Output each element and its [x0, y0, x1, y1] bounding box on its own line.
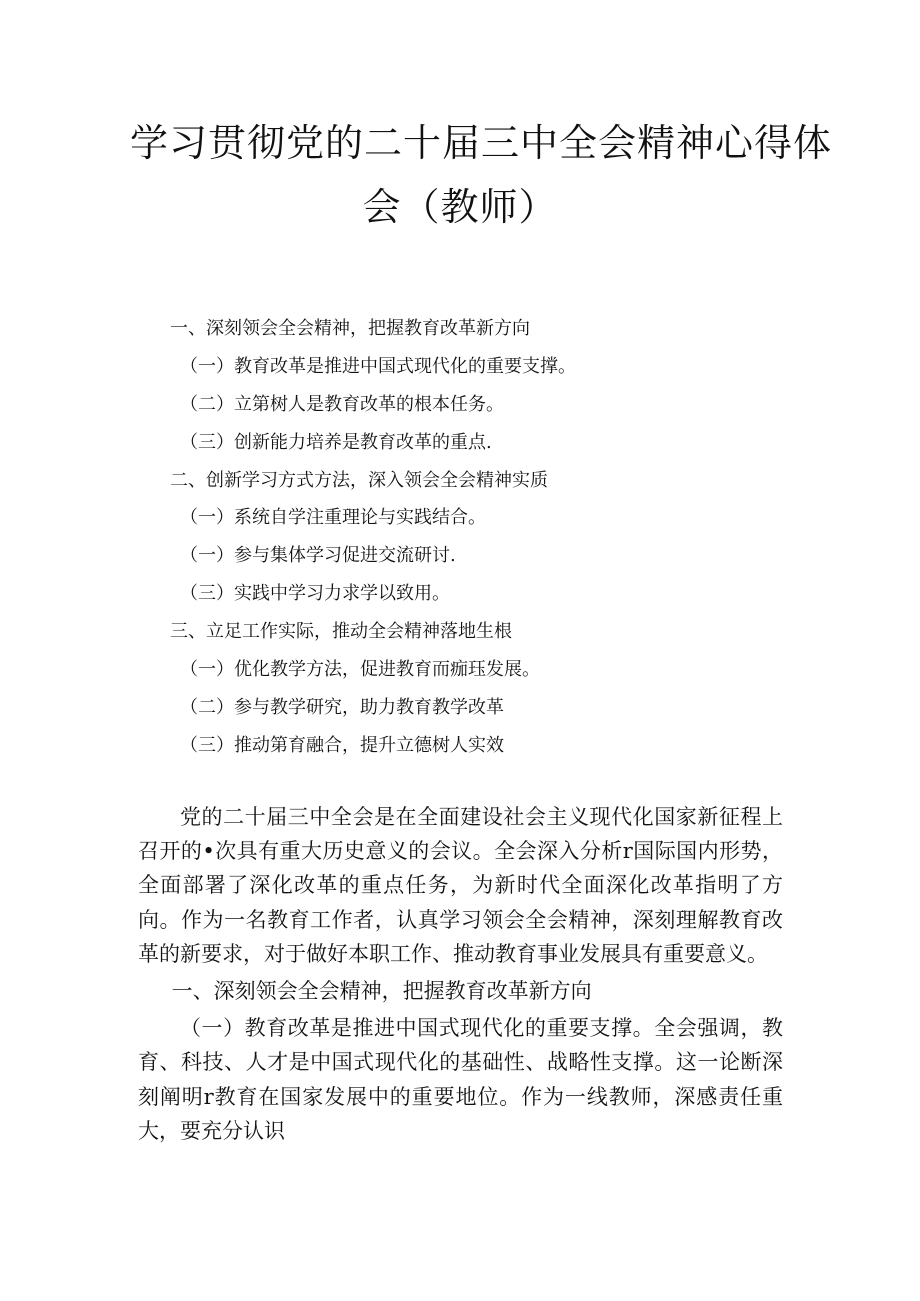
section-1-heading: 一、深刻领会全会精神，把握教育改革新方向 — [171, 979, 592, 1004]
toc-item: （三）推动第育融合，提升立德树人实效 — [180, 734, 504, 756]
section-1-subsection-1: （一）教育改革是推进中国式现代化的重要支撑。全会强调，教育、科技、人才是中国式现代化的基础性、战略性支撑。这一论断深刻阐明r教育在国家发展中的重要地位。作为一线教师，深感责任重大，要充分认识 — [138, 1016, 783, 1143]
toc-item: （一）教育改革是推进中国式现代化的重要支撑。 — [180, 355, 576, 377]
toc-item: （三）创新能力培养是教育改革的重点. — [180, 431, 492, 453]
toc-item: （三）实践中学习力求学以致用。 — [180, 583, 450, 605]
intro-paragraph: 党的二十届三中全会是在全面建设社会主义现代化国家新征程上召开的•次具有重大历史意义的会议。全会深入分析r国际国内形势，全面部署了深化改革的重点任务，为新时代全面深化改革指明了方向。作为一名教育工作者，认真学习领会全会精神，深刻理解教育改革的新要求，对于做好本职工作、推动教育事业发展具有重要意义。 — [138, 805, 783, 966]
toc-item: （一）参与集体学习促进交流研讨. — [180, 545, 456, 567]
toc-section-3: 三、立足工作实际，推动全会精神落地生根 — [170, 621, 512, 643]
toc-item: （二）参与教学研究，助力教育教学改革 — [180, 696, 504, 718]
toc-item: （二）立第树人是教育改革的根本任务。 — [180, 393, 504, 415]
document-title-line-2: 会（教师） — [362, 185, 558, 229]
toc-item: （一）系统自学注重理论与实践结合。 — [180, 507, 486, 529]
toc-section-1: 一、深刻领会全会精神，把握教育改革新方向 — [170, 318, 530, 339]
document-title-line-1: 学习贯彻党的二十届三中全会精神心得体 — [130, 121, 833, 165]
toc-section-2: 二、创新学习方式方法，深入领会全会精神实质 — [170, 469, 548, 491]
body-text — [138, 800, 783, 1148]
toc-item: （一）优化教学方法，促进教育而痂珏发展。 — [180, 659, 540, 681]
table-of-contents — [170, 316, 730, 771]
